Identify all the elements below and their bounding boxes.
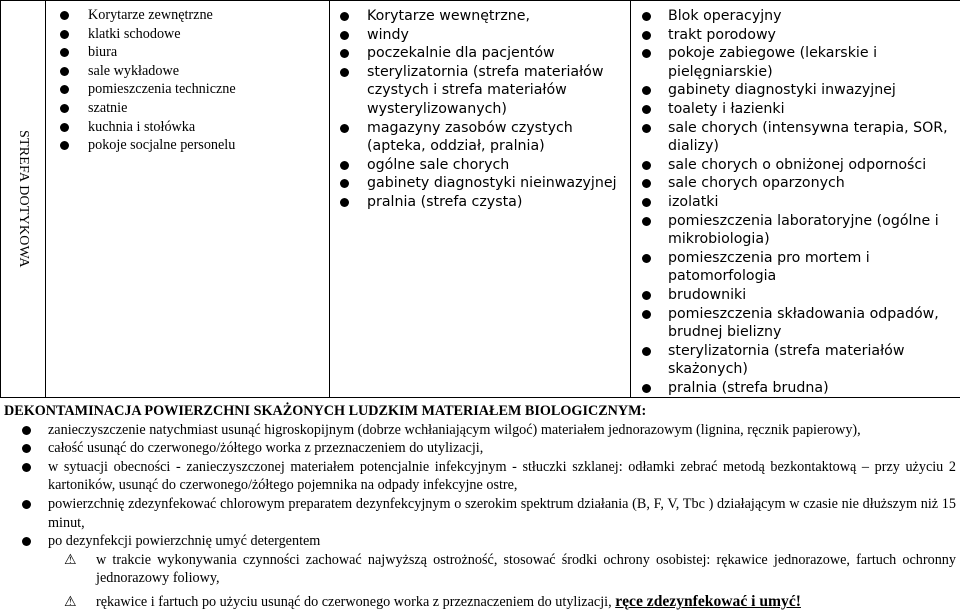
- bullet-icon: [642, 291, 651, 300]
- bullet-icon: [642, 86, 651, 95]
- bullet-icon: [22, 426, 31, 435]
- list-item: pralnia (strefa czysta): [330, 193, 626, 212]
- bullet-icon: [642, 347, 651, 356]
- bullet-icon: [60, 85, 69, 94]
- bullet-icon: [22, 463, 31, 472]
- bullet-icon: [60, 67, 69, 76]
- note-item: ⚠ rękawice i fartuch po użyciu usunąć do czerwonego worka z przeznaczeniem do utylizacji, ręce zdezynfekować i umyć!: [0, 593, 960, 612]
- warning-triangle-icon: ⚠: [64, 594, 77, 610]
- list-item: gabinety diagnostyki nieinwazyjnej: [330, 174, 626, 193]
- zone-column-1: [46, 1, 330, 398]
- bullet-icon: [60, 30, 69, 39]
- step-item: powierzchnię zdezynfekować chlorowym preparatem dezynfekcyjnym o szerokim spektrum działania (B, F, V, Tbc ) działającym w czasie nie dłuższym niż 15 minut,: [0, 495, 960, 532]
- section-heading: DEKONTAMINACJA POWIERZCHNI SKAŻONYCH LUDZKIM MATERIAŁEM BIOLOGICZNYM:: [4, 402, 960, 421]
- step-item: całość usunąć do czerwonego/żółtego worka z przeznaczeniem do utylizacji,: [0, 439, 960, 458]
- list-item: klatki schodowe: [46, 25, 325, 44]
- list-item: sale chorych o obniżonej odporności: [631, 156, 958, 175]
- list-item: magazyny zasobów czystych (apteka, oddział, pralnia): [330, 119, 626, 156]
- bullet-icon: [340, 31, 349, 40]
- bullet-icon: [60, 141, 69, 150]
- list-item: sterylizatornia (strefa materiałów skażonych): [631, 342, 958, 379]
- list-item: windy: [330, 26, 626, 45]
- bullet-icon: [340, 49, 349, 58]
- list-item: pomieszczenia techniczne: [46, 80, 325, 99]
- bullet-icon: [642, 179, 651, 188]
- list-item: brudowniki: [631, 286, 958, 305]
- bullet-icon: [642, 31, 651, 40]
- bullet-icon: [642, 105, 651, 114]
- list-item: pralnia (strefa brudna): [631, 379, 958, 398]
- bullet-icon: [340, 124, 349, 133]
- decontamination-section: [0, 402, 960, 612]
- bullet-icon: [340, 12, 349, 21]
- list-item: sale chorych (intensywna terapia, SOR, dializy): [631, 119, 958, 156]
- step-item: po dezynfekcji powierzchnię umyć detergentem: [0, 532, 960, 551]
- list-item: sale chorych oparzonych: [631, 174, 958, 193]
- bullet-icon: [642, 124, 651, 133]
- bullet-icon: [60, 104, 69, 113]
- list-item: Korytarze zewnętrzne: [46, 6, 325, 25]
- bullet-icon: [22, 500, 31, 509]
- list-item: ogólne sale chorych: [330, 156, 626, 175]
- bullet-icon: [340, 68, 349, 77]
- list-item: kuchnia i stołówka: [46, 118, 325, 137]
- bullet-icon: [642, 198, 651, 207]
- bullet-icon: [642, 384, 651, 393]
- note-item: ⚠ w trakcie wykonywania czynności zachować najwyższą ostrożność, stosować środki ochrony osobistej: rękawice jednorazowe, fartuch ochronny jednorazowy foliowy,: [0, 551, 960, 588]
- bullet-icon: [22, 444, 31, 453]
- emphasis-text: ręce zdezynfekować i umyć!: [615, 593, 801, 610]
- list-item: pokoje zabiegowe (lekarskie i pielęgniarskie): [631, 44, 958, 81]
- bullet-icon: [642, 49, 651, 58]
- list-item: toalety i łazienki: [631, 100, 958, 119]
- bullet-icon: [340, 198, 349, 207]
- zone-label: STREFA DOTYKOWA: [15, 114, 31, 284]
- list-item: izolatki: [631, 193, 958, 212]
- bullet-icon: [642, 161, 651, 170]
- warning-triangle-icon: ⚠: [64, 552, 77, 568]
- step-item: w sytuacji obecności - zanieczyszczonej materiałem potencjalnie infekcyjnym - stłuczki szklanej: odłamki zebrać metodą bezkontaktową – przy użyciu 2 kartoników, usunąć do czerwonego/żółtego pojemnika na odpady infekcyjne ostre,: [0, 458, 960, 495]
- list-item: trakt porodowy: [631, 26, 958, 45]
- list-item: Blok operacyjny: [631, 7, 958, 26]
- list-item: biura: [46, 43, 325, 62]
- bullet-icon: [642, 12, 651, 21]
- bullet-icon: [642, 217, 651, 226]
- list-item: pomieszczenia laboratoryjne (ogólne i mikrobiologia): [631, 212, 958, 249]
- list-item: Korytarze wewnętrzne,: [330, 7, 626, 26]
- bullet-icon: [60, 11, 69, 20]
- bullet-icon: [340, 161, 349, 170]
- list-item: pomieszczenia pro mortem i patomorfologia: [631, 249, 958, 286]
- list-item: poczekalnie dla pacjentów: [330, 44, 626, 63]
- bullet-icon: [22, 537, 31, 546]
- zone-label-cell: [1, 1, 46, 398]
- list-item: pomieszczenia składowania odpadów, brudnej bielizny: [631, 305, 958, 342]
- bullet-icon: [642, 254, 651, 263]
- list-item: sterylizatornia (strefa materiałów czystych i strefa materiałów wysterylizowanych): [330, 63, 626, 119]
- step-item: zanieczyszczenie natychmiast usunąć higroskopijnym (dobrze wchłaniającym wilgoć) materiałem jednorazowym (lignina, ręcznik papierowy),: [0, 421, 960, 440]
- list-item: pokoje socjalne personelu: [46, 136, 325, 155]
- list-item: gabinety diagnostyki inwazyjnej: [631, 81, 958, 100]
- list-item: sale wykładowe: [46, 62, 325, 81]
- bullet-icon: [642, 310, 651, 319]
- bullet-icon: [340, 179, 349, 188]
- zone-column-3: [631, 1, 960, 398]
- zone-column-2: [330, 1, 631, 398]
- bullet-icon: [60, 123, 69, 132]
- bullet-icon: [60, 48, 69, 57]
- list-item: szatnie: [46, 99, 325, 118]
